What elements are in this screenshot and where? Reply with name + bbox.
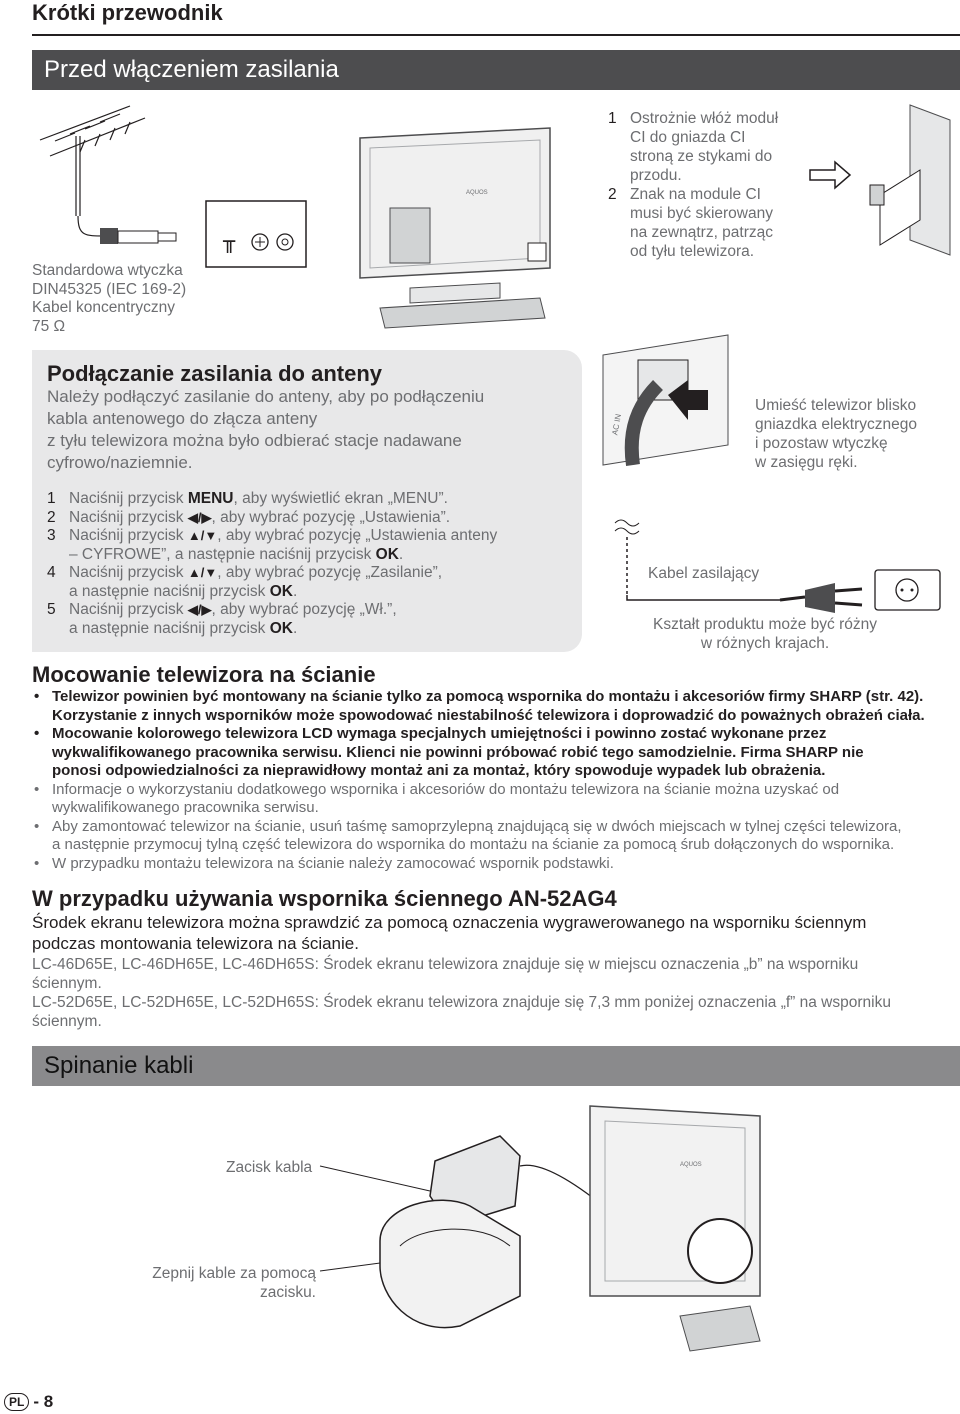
ok-key-label: OK [269, 582, 293, 600]
menu-step [47, 490, 577, 509]
socket-caption [755, 396, 955, 472]
antenna-power-heading: Podłączanie zasilania do anteny [47, 361, 382, 386]
tv-back-illustration [340, 118, 565, 338]
cable-clip-label: Zacisk kabla [226, 1159, 313, 1176]
step-text: , aby wyświetlić ekran „MENU”. [233, 490, 448, 507]
antenna-caption-line: 75 Ω [32, 317, 66, 335]
menu-step: 4 Naciśnij przycisk ▲/▼, aby wybrać pozycję „Zasilanie”, a następnie naciśnij przycisk OK. [47, 564, 443, 600]
step-number: 5 [47, 601, 56, 618]
step-number: 1 [47, 490, 56, 507]
ci-step-line: musi być skierowany [630, 205, 773, 222]
step-number: 4 [47, 564, 56, 581]
bracket-model-line: ściennym. [32, 1013, 102, 1030]
ci-steps [608, 109, 808, 261]
cable-clamp-illustration [320, 1096, 780, 1366]
left-right-arrows-icon: ◀/▶ [187, 602, 212, 617]
bracket-model-line: LC-52D65E, LC-52DH65E, LC-52DH65S: Środek ekranu telewizora znajduje się 7,3 mm poniżej oznaczenia „f” na wsporniku [32, 994, 891, 1011]
menu-step [47, 509, 577, 528]
svg-text:╥: ╥ [223, 229, 236, 253]
step-text: , aby wybrać pozycję „Zasilanie”, [217, 564, 443, 581]
socket-caption-line: gniazdka elektrycznego [755, 416, 917, 433]
ci-step-line: Znak na module CI [630, 186, 761, 203]
wall-mount-bullets [32, 688, 957, 873]
up-down-arrows-icon: ▲/▼ [187, 528, 218, 543]
bracket-intro-line: podczas montowania telewizora na ścianie. [32, 934, 359, 953]
bracket-intro-line: Środek ekranu telewizora można sprawdzić za pomocą oznaczenia wygrawerowanego na wsporniku ściennym [32, 913, 867, 932]
antenna-caption-line: Standardowa wtyczka [32, 262, 183, 279]
ci-step-line: od tyłu telewizora. [630, 243, 755, 260]
bullet-line: a następnie przymocuj tylną część telewizora do wspornika do montażu na ścianie za pomocą śrub dołączonych do wspornika. [52, 836, 895, 853]
bracket-intro [32, 912, 957, 954]
bullet-line: Telewizor powinien być montowany na ścianie tylko za pomocą wspornika do montażu i akcesoriów firmy SHARP (str. 42). [52, 688, 924, 705]
step-text: Naciśnij przycisk [69, 601, 188, 618]
antenna-terminal-icon [205, 200, 310, 270]
step-text: – CYFROWE”, a następnie naciśnij przycisk [69, 545, 376, 563]
antenna-power-text-line: cyfrowo/naziemnie. [47, 453, 193, 472]
step-text: a następnie naciśnij przycisk [69, 619, 270, 637]
ac-inlet-illustration [598, 335, 748, 470]
step-text: a następnie naciśnij przycisk [69, 582, 270, 600]
antenna-power-text [47, 386, 567, 474]
antenna-power-text-line: Należy podłączyć zasilanie do anteny, aby po podłączeniu [47, 387, 485, 406]
menu-step: 5 Naciśnij przycisk ◀/▶, aby wybrać pozycję „Wł.”, a następnie naciśnij przycisk OK. [47, 601, 397, 637]
ci-step-line: Ostrożnie włóż moduł [630, 110, 779, 127]
left-right-arrows-icon: ◀/▶ [187, 509, 212, 525]
fasten-label [144, 1264, 316, 1302]
ci-step [608, 185, 808, 261]
language-badge: PL [4, 1393, 29, 1411]
shape-note [640, 615, 890, 653]
antenna-caption-line: DIN45325 (IEC 169-2) [32, 280, 187, 298]
bullet-line: Informacje o wykorzystaniu dodatkowego wspornika i akcesoriów do montażu telewizora na ścianie można uzyskać od [52, 780, 840, 798]
bracket-model-line: ściennym. [32, 975, 102, 992]
step-text: Naciśnij przycisk [69, 508, 188, 526]
bullet-line: ponosi odpowiedzialności za nieprawidłowy montaż ani za montaż, który spowoduje wypadek lub obrażenia. [52, 762, 826, 779]
step-text: , aby wybrać pozycję „Ustawienia”. [211, 508, 451, 526]
antenna-power-text-line: kabla antenowego do złącza anteny [47, 409, 318, 428]
bracket-heading: W przypadku używania wspornika ściennego AN-52AG4 [32, 886, 617, 911]
ac-in-tag: AC IN [610, 413, 623, 436]
step-text: , aby wybrać pozycję „Ustawienia anteny [217, 527, 498, 544]
page-title: Krótki przewodnik [32, 0, 223, 25]
socket-caption-line: Umieść telewizor blisko [755, 397, 917, 414]
page-number [4, 1392, 53, 1412]
antenna-illustration [30, 96, 220, 271]
tv-brand-mark: AQUOS [680, 1162, 702, 1168]
wall-mount-bullet [32, 725, 957, 781]
shape-note-line: w różnych krajach. [700, 635, 830, 652]
bullet-line: W przypadku montażu telewizora na ścianie należy zamocować wspornik podstawki. [52, 854, 614, 872]
tv-brand-mark: AQUOS [466, 190, 488, 196]
ci-step-line: na zewnątrz, patrząc [630, 224, 774, 241]
fasten-label-line: Zepnij kable za pomocą [152, 1265, 316, 1282]
title-rule [32, 34, 960, 36]
ci-step [608, 109, 808, 185]
wall-mount-bullet [32, 818, 957, 855]
section-bar-before-power: Przed włączeniem zasilania [32, 50, 960, 90]
socket-caption-line: w zasięgu ręki. [755, 454, 858, 471]
section-bar-cable-clamp: Spinanie kabli [32, 1046, 960, 1086]
power-cable-label: Kabel zasilający [648, 565, 760, 582]
step-number: 2 [47, 508, 56, 526]
wall-mount-bullet [32, 781, 957, 818]
menu-key-label: MENU [187, 490, 234, 507]
antenna-power-steps [47, 490, 577, 638]
up-down-arrows-icon: ▲/▼ [187, 565, 218, 580]
step-number: 1 [608, 110, 617, 127]
bullet-line: wykwalifikowanego pracownika serwisu. [52, 799, 319, 816]
wall-mount-heading: Mocowanie telewizora na ścianie [32, 662, 376, 687]
ci-step-line: stroną ze stykami do [630, 148, 773, 165]
ci-step-line: przodu. [630, 167, 682, 184]
ok-key-label: OK [269, 619, 293, 637]
fasten-label-line: zacisku. [260, 1284, 316, 1301]
bullet-line: Aby zamontować telewizor na ścianie, usuń taśmę samoprzylepną znajdującą się w dwóch miejscach w tylnej części telewizora, [52, 817, 902, 835]
antenna-caption-line: Kabel koncentryczny [32, 299, 176, 316]
antenna-caption [32, 262, 186, 336]
bullet-line: Mocowanie kolorowego telewizora LCD wymaga specjalnych umiejętności i powinno zostać wykonane przez [52, 725, 827, 742]
bullet-line: Korzystanie z innych wsporników może spowodować niestabilność telewizora i doprowadzić do poważnych obrażeń ciała. [52, 706, 925, 724]
antenna-power-text-line: z tyłu telewizora można było odbierać stacje nadawane [47, 431, 462, 450]
ci-step-line: CI do gniazda CI [630, 129, 746, 146]
step-number: 3 [47, 527, 56, 544]
menu-step: 3 Naciśnij przycisk ▲/▼, aby wybrać pozycję „Ustawienia anteny – CYFROWE”, a następnie naciśnij przycisk OK. [47, 527, 498, 563]
bullet-line: wykwalifikowanego pracownika serwisu. Klienci nie powinni próbować robić tego samodzielnie. Firma SHARP nie [52, 743, 864, 761]
step-text: Naciśnij przycisk [69, 490, 188, 507]
ok-key-label: OK [375, 545, 399, 563]
shape-note-line: Kształt produktu może być różny [653, 616, 877, 633]
step-number: 2 [608, 186, 617, 203]
bracket-model-line: LC-46D65E, LC-46DH65E, LC-46DH65S: Środek ekranu telewizora znajduje się w miejscu oznaczenia „b” na wsporniku [32, 956, 859, 973]
step-text: , aby wybrać pozycję „Wł.”, [211, 601, 397, 618]
socket-caption-line: i pozostaw wtyczkę [755, 435, 888, 452]
bracket-models [32, 955, 957, 1031]
step-text: Naciśnij przycisk [69, 527, 188, 544]
wall-mount-bullet [32, 688, 957, 725]
wall-mount-bullet [32, 855, 957, 874]
page-label: - 8 [33, 1392, 54, 1411]
ci-module-illustration [800, 100, 958, 260]
step-text: Naciśnij przycisk [69, 564, 188, 581]
